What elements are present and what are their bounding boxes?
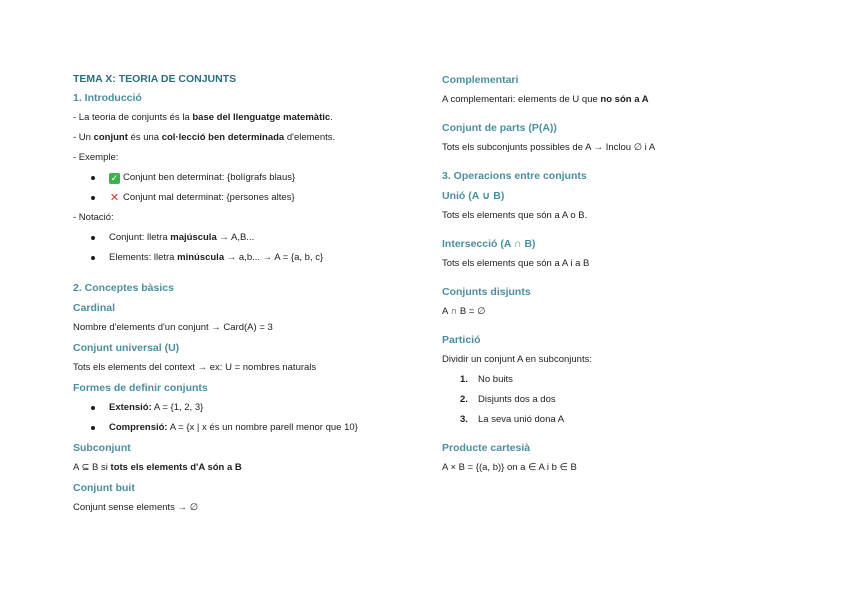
subconjunt-text: A ⊆ B si tots els elements d'A són a B — [73, 462, 242, 473]
list-item: ✕ Conjunt mal determinat: {persones altes} — [73, 188, 418, 208]
subheading-interseccio: Intersecció (A ∩ B) — [442, 238, 536, 250]
subheading-parts: Conjunt de parts (P(A)) — [442, 122, 557, 134]
document-title: TEMA X: TEORIA DE CONJUNTS — [73, 73, 237, 85]
interseccio-text: Tots els elements que són a A i a B — [442, 258, 590, 269]
subheading-buit: Conjunt buit — [73, 482, 135, 494]
notacio-list — [73, 228, 418, 268]
cardinal-text: Nombre d'elements d'un conjunt → Card(A) = 3 — [73, 322, 273, 333]
exemple-list — [73, 168, 418, 208]
subheading-complementari: Complementari — [442, 74, 519, 86]
disjunts-text: A ∩ B = ∅ — [442, 306, 486, 317]
subheading-particio: Partició — [442, 334, 481, 346]
list-item: 1. No buits — [460, 374, 513, 385]
particio-list — [442, 370, 822, 430]
subheading-cardinal: Cardinal — [73, 302, 116, 314]
complementari-text: A complementari: elements de U que no són a A — [442, 94, 649, 105]
intro-line-2: - Un conjunt és una col·lecció ben determinada d'elements. — [73, 132, 336, 143]
subheading-universal: Conjunt universal (U) — [73, 342, 180, 354]
unio-text: Tots els elements que són a A o B. — [442, 210, 588, 221]
formes-list — [73, 398, 418, 438]
section-heading-introduccio: 1. Introducció — [73, 92, 142, 104]
section-heading-conceptes: 2. Conceptes bàsics — [73, 282, 174, 294]
list-item: Elements: lletra minúscula → a,b... → A = {a, b, c} — [73, 248, 418, 268]
exemple-label: - Exemple: — [73, 152, 119, 163]
subheading-disjunts: Conjunts disjunts — [442, 286, 531, 298]
intro-line-1: - La teoria de conjunts és la base del llenguatge matemàtic. — [73, 112, 333, 123]
subheading-subconjunt: Subconjunt — [73, 442, 131, 454]
subheading-cartesia: Producte cartesià — [442, 442, 531, 454]
parts-text: Tots els subconjunts possibles de A → Inclou ∅ i A — [442, 142, 656, 153]
left-column — [73, 70, 418, 518]
buit-text: Conjunt sense elements → ∅ — [73, 502, 198, 513]
list-item: Comprensió: A = {x | x és un nombre parell menor que 10} — [73, 418, 418, 438]
subheading-unio: Unió (A ∪ B) — [442, 190, 505, 202]
right-column — [442, 70, 822, 478]
list-item: ✓ Conjunt ben determinat: {bolígrafs blaus} — [73, 168, 418, 188]
cartesia-text: A × B = {(a, b)} on a ∈ A i b ∈ B — [442, 462, 577, 473]
check-mark-icon: ✓ — [110, 173, 119, 183]
list-item: Extensió: A = {1, 2, 3} — [73, 398, 418, 418]
section-heading-operacions: 3. Operacions entre conjunts — [442, 170, 587, 182]
universal-text: Tots els elements del context → ex: U = nombres naturals — [73, 362, 317, 373]
list-item: 2. Disjunts dos a dos — [460, 394, 556, 405]
list-item: 3. La seva unió dona A — [460, 414, 565, 425]
subheading-formes: Formes de definir conjunts — [73, 382, 208, 394]
particio-text: Dividir un conjunt A en subconjunts: — [442, 354, 592, 365]
notacio-label: - Notació: — [73, 212, 114, 223]
cross-mark-icon: ✕ — [109, 192, 120, 204]
list-item: Conjunt: lletra majúscula → A,B... — [73, 228, 418, 248]
